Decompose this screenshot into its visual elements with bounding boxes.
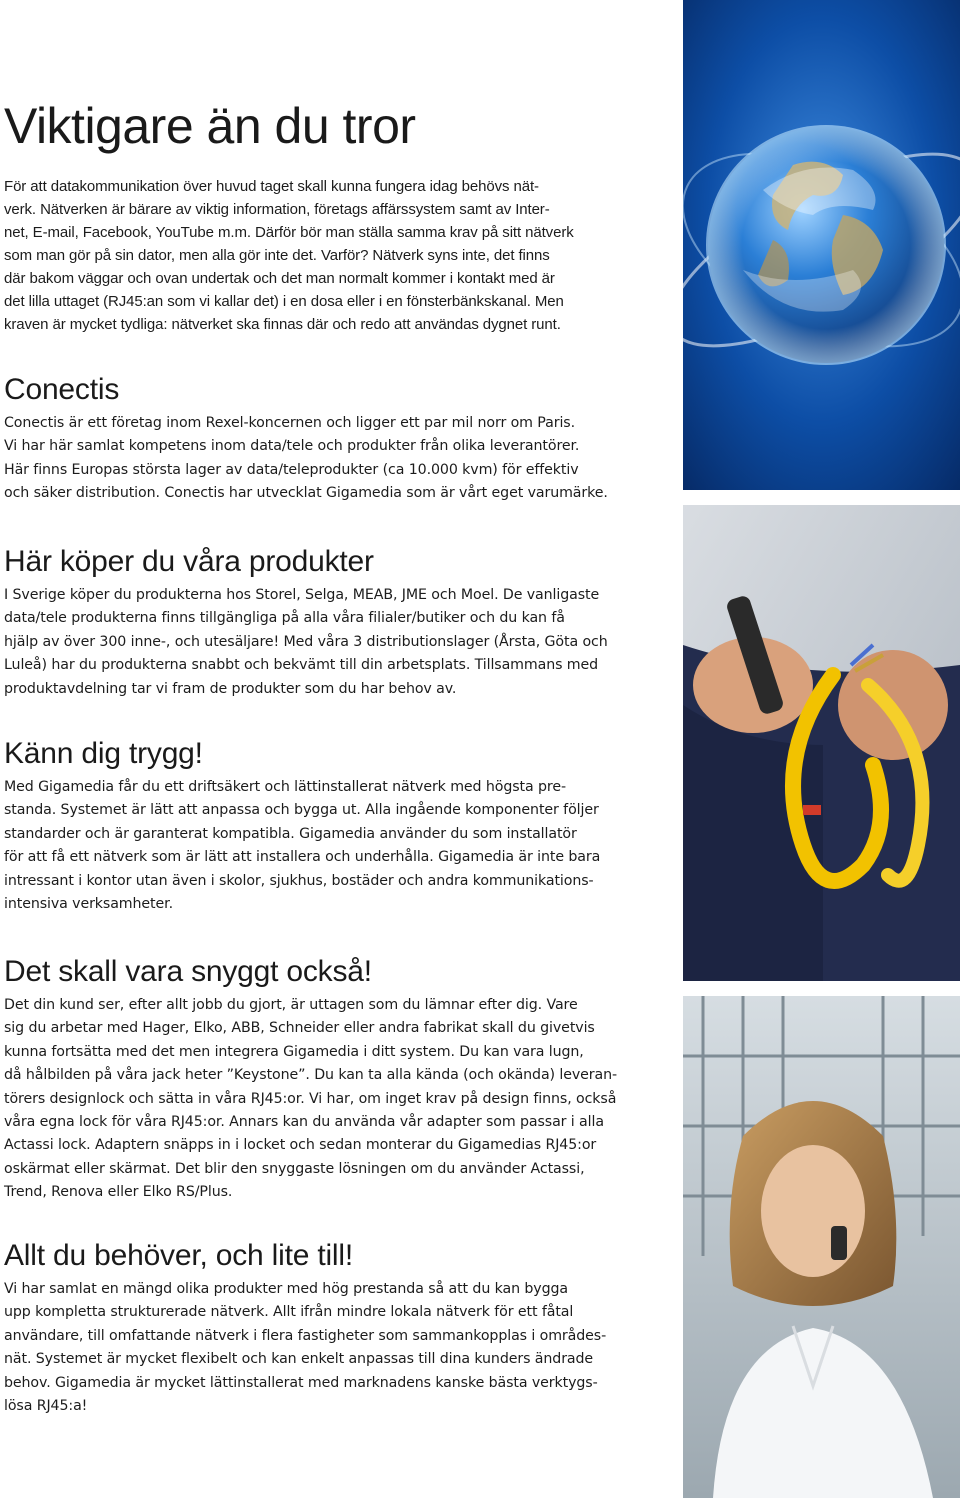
- section-heading: Allt du behöver, och lite till!: [4, 1239, 353, 1272]
- section-heading: Här köper du våra produkter: [4, 545, 374, 578]
- section-looks-good: [4, 954, 664, 1205]
- body-line: standarder och är garanterat kompatibla. Gigamedia använder du som installatör: [4, 825, 577, 842]
- intro-line: kraven är mycket tydliga: nätverket ska finnas där och redo att användas dygnet runt.: [4, 316, 561, 333]
- body-line: törers designlock och sätta in våra RJ45:or. Vi har, om inget krav på design finns, också: [4, 1090, 617, 1107]
- section-body: [4, 776, 664, 916]
- section-heading: Känn dig trygg!: [4, 737, 203, 770]
- woman-phone-image: [683, 996, 960, 1498]
- intro-line: det lilla uttaget (RJ45:an som vi kallar det) i en dosa eller i en fönsterbänkskanal. Men: [4, 293, 564, 310]
- body-line: standa. Systemet är lätt att anpassa och bygga ut. Alla ingående komponenter följer: [4, 802, 599, 819]
- body-line: Det din kund ser, efter allt jobb du gjort, är uttagen som du lämnar efter dig. Vare: [4, 997, 578, 1013]
- intro-line: net, E-mail, Facebook, YouTube m.m. Därför bör man ställa samma krav på sitt nätverk: [4, 224, 574, 241]
- body-line: Här finns Europas största lager av data/teleprodukter (ca 10.000 kvm) för effektiv: [4, 461, 579, 478]
- intro-line: där bakom väggar och ovan undertak och det man normalt kommer i kontakt med är: [4, 270, 555, 287]
- intro-paragraph: [4, 175, 574, 336]
- body-line: I Sverige köper du produkterna hos Storel, Selga, MEAB, JME och Moel. De vanligaste: [4, 587, 600, 603]
- section-body: [4, 994, 664, 1205]
- body-line: Trend, Renova eller Elko RS/Plus.: [4, 1184, 233, 1201]
- body-line: nät. Systemet är mycket flexibelt och kan enkelt anpassas till dina kunders ändrade: [4, 1351, 594, 1368]
- section-body: [4, 584, 664, 701]
- section-where-to-buy: [4, 544, 664, 701]
- hands-cable-image: [683, 505, 960, 981]
- section-everything-you-need: [4, 1238, 664, 1418]
- body-line: oskärmat eller skärmat. Det blir den snyggaste lösningen om du använder Actassi,: [4, 1160, 585, 1177]
- body-line: Conectis är ett företag inom Rexel-koncernen och ligger ett par mil norr om Paris.: [4, 415, 575, 431]
- section-conectis: [4, 372, 664, 506]
- body-line: och säker distribution. Conectis har utvecklat Gigamedia som är vårt eget varumärke.: [4, 485, 608, 502]
- section-heading: Det skall vara snyggt också!: [4, 955, 372, 988]
- body-line: sig du arbetar med Hager, Elko, ABB, Schneider eller andra fabrikat skall du givetvis: [4, 1020, 595, 1037]
- body-line: då hålbilden på våra jack heter ”Keystone”. Du kan ta alla kända (och okända) leveran-: [4, 1067, 618, 1084]
- section-heading: Conectis: [4, 373, 120, 406]
- intro-line: som man gör på sin dator, men alla gör inte det. Varför? Nätverk syns inte, det finns: [4, 247, 550, 264]
- body-line: Vi har samlat en mängd olika produkter med hög prestanda så att du kan bygga: [4, 1281, 568, 1297]
- page-title: Viktigare än du tror: [4, 98, 416, 154]
- body-line: hjälp av över 300 inne-, och utesäljare! Med våra 3 distributionslager (Årsta, Göta och: [4, 633, 608, 650]
- body-line: för att få ett nätverk som är lätt att installera och underhålla. Gigamedia är inte bara: [4, 849, 601, 866]
- body-line: Vi har här samlat kompetens inom data/tele och produkter från olika leverantörer.: [4, 438, 580, 455]
- body-line: data/tele produkterna finns tillgängliga på alla våra filialer/butiker och du kan få: [4, 610, 565, 627]
- body-line: produktavdelning tar vi fram de produkter som du har behov av.: [4, 680, 457, 697]
- body-line: våra egna lock för våra RJ45:or. Annars kan du använda vår adapter som passar i alla: [4, 1114, 604, 1131]
- body-line: Actassi lock. Adaptern snäpps in i locket och sedan monterar du Gigamedias RJ45:or: [4, 1137, 597, 1154]
- body-line: intressant i kontor utan även i skolor, sjukhus, bostäder och andra kommunikations-: [4, 872, 594, 889]
- intro-line: verk. Nätverken är bärare av viktig information, företags affärssystem samt av Inter-: [4, 201, 550, 218]
- body-line: Med Gigamedia får du ett driftsäkert och lättinstallerat nätverk med högsta pre-: [4, 779, 566, 795]
- body-line: användare, till omfattande nätverk i flera fastigheter som sammankopplas i områdes-: [4, 1327, 607, 1344]
- section-body: [4, 1278, 664, 1418]
- intro-line: För att datakommunikation över huvud taget skall kunna fungera idag behövs nät-: [4, 178, 539, 195]
- body-line: intensiva verksamheter.: [4, 896, 173, 913]
- body-line: behov. Gigamedia är mycket lättinstallerat med marknadens kanske bästa verktygs-: [4, 1374, 598, 1391]
- body-line: upp kompletta strukturerade nätverk. Allt ifrån mindre lokala nätverk för ett fåtal: [4, 1304, 574, 1321]
- body-line: Luleå) har du produkterna snabbt och bekvämt till din arbetsplats. Tillsammans med: [4, 657, 599, 674]
- globe-image: [683, 0, 960, 490]
- section-body: [4, 412, 664, 506]
- body-line: kunna fortsätta med det men integrera Gigamedia i ditt system. Du kan vara lugn,: [4, 1043, 584, 1060]
- body-line: lösa RJ45:a!: [4, 1398, 88, 1415]
- section-feel-safe: [4, 736, 664, 916]
